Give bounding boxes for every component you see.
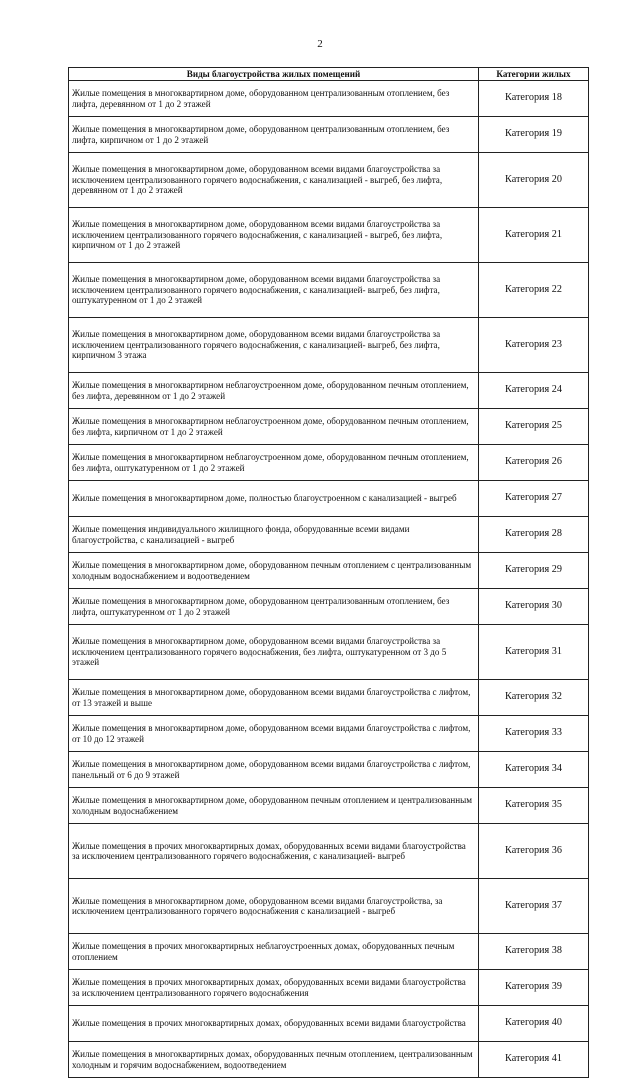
table-row	[69, 208, 589, 263]
table-row	[69, 81, 589, 117]
row-category: Категория 41	[479, 1042, 589, 1078]
table-row	[69, 409, 589, 445]
row-category: Категория 18	[479, 81, 589, 117]
row-category: Категория 25	[479, 409, 589, 445]
table-row	[69, 517, 589, 553]
row-description: Жилые помещения индивидуального жилищного фонда, оборудованные всеми видами благоустройства, с канализацией - выгреб	[69, 517, 479, 553]
row-description: Жилые помещения в многоквартирном неблагоустроенном доме, оборудованном печным отоплением, без лифта, кирпичном от 1 до 2 этажей	[69, 409, 479, 445]
table-row	[69, 625, 589, 680]
table-row	[69, 153, 589, 208]
table-row	[69, 680, 589, 716]
row-category: Категория 37	[479, 879, 589, 934]
row-description: Жилые помещения в многоквартирном неблагоустроенном доме, оборудованном печным отоплением, без лифта, деревянном от 1 до 2 этажей	[69, 373, 479, 409]
row-description: Жилые помещения в многоквартирном доме, оборудованном всеми видами благоустройства за исключением централизованного горячего водоснабжения, с канализацией- выгреб, без лифта, оштукатуренном от 1 до 2 этажей	[69, 263, 479, 318]
table-row	[69, 589, 589, 625]
row-category: Категория 35	[479, 788, 589, 824]
row-category: Категория 22	[479, 263, 589, 318]
row-category: Категория 39	[479, 970, 589, 1006]
row-description: Жилые помещения в многоквартирном доме, полностью благоустроенном с канализацией - выгреб	[69, 481, 479, 517]
row-description: Жилые помещения в многоквартирном доме, оборудованном всеми видами благоустройства с лифтом, от 10 до 12 этажей	[69, 716, 479, 752]
row-description: Жилые помещения в многоквартирном доме, оборудованном всеми видами благоустройства за исключением централизованного горячего водоснабжения, без лифта, оштукатуренном от 3 до 5 этажей	[69, 625, 479, 680]
table-row	[69, 824, 589, 879]
column-header-description: Виды благоустройства жилых помещений	[69, 68, 479, 81]
row-category: Категория 19	[479, 117, 589, 153]
row-description: Жилые помещения в многоквартирном доме, оборудованном всеми видами благоустройства за исключением централизованного горячего водоснабжения, с канализацией - выгреб, без лифта, деревянном от 1 до 2 этажей	[69, 153, 479, 208]
row-description: Жилые помещения в прочих многоквартирных домах, оборудованных всеми видами благоустройства за исключением централизованного горячего водоснабжения, с канализацией- выгреб	[69, 824, 479, 879]
table-row	[69, 752, 589, 788]
row-category: Категория 26	[479, 445, 589, 481]
row-category: Категория 40	[479, 1006, 589, 1042]
row-description: Жилые помещения в многоквартирном доме, оборудованном всеми видами благоустройства с лифтом, панельный от 6 до 9 этажей	[69, 752, 479, 788]
table-header-row	[69, 68, 589, 81]
row-category: Категория 28	[479, 517, 589, 553]
row-description: Жилые помещения в многоквартирном доме, оборудованном всеми видами благоустройства за исключением централизованного горячего водоснабжения, с канализацией - выгреб, без лифта, кирпичном от 1 до 2 этажей	[69, 208, 479, 263]
table-row	[69, 788, 589, 824]
row-description: Жилые помещения в многоквартирном доме, оборудованном печным отоплением с централизованным холодным водоснабжением и водоотведением	[69, 553, 479, 589]
row-category: Категория 21	[479, 208, 589, 263]
row-description: Жилые помещения в многоквартирном доме, оборудованном централизованным отоплением, без лифта, кирпичном от 1 до 2 этажей	[69, 117, 479, 153]
page-number: 2	[317, 38, 323, 50]
row-description: Жилые помещения в многоквартирном доме, оборудованном всеми видами благоустройства, за исключением централизованного горячего водоснабжения с канализацией - выгреб	[69, 879, 479, 934]
row-category: Категория 24	[479, 373, 589, 409]
row-description: Жилые помещения в многоквартирном доме, оборудованном всеми видами благоустройства за исключением централизованного горячего водоснабжения, с канализацией- выгреб, без лифта, кирпичном 3 этажа	[69, 318, 479, 373]
row-category: Категория 34	[479, 752, 589, 788]
row-category: Категория 33	[479, 716, 589, 752]
column-header-category: Категории жилых	[479, 68, 589, 81]
row-description: Жилые помещения в многоквартирных домах, оборудованных печным отоплением, централизованным холодным и горячим водоснабжением, водоотведением	[69, 1042, 479, 1078]
row-category: Категория 23	[479, 318, 589, 373]
row-description: Жилые помещения в многоквартирном неблагоустроенном доме, оборудованном печным отоплением, без лифта, оштукатуренном от 1 до 2 этажей	[69, 445, 479, 481]
table-row	[69, 481, 589, 517]
row-category: Категория 27	[479, 481, 589, 517]
table-row	[69, 716, 589, 752]
row-category: Категория 30	[479, 589, 589, 625]
table-row	[69, 318, 589, 373]
row-description: Жилые помещения в многоквартирном доме, оборудованном централизованным отоплением, без лифта, оштукатуренном от 1 до 2 этажей	[69, 589, 479, 625]
housing-categories-table	[68, 67, 589, 1078]
row-category: Категория 20	[479, 153, 589, 208]
table-row	[69, 117, 589, 153]
row-category: Категория 38	[479, 934, 589, 970]
row-description: Жилые помещения в прочих многоквартирных неблагоустроенных домах, оборудованных печным отоплением	[69, 934, 479, 970]
row-category: Категория 29	[479, 553, 589, 589]
table-row	[69, 934, 589, 970]
table-row	[69, 373, 589, 409]
table-row	[69, 553, 589, 589]
table-row	[69, 1042, 589, 1078]
table-row	[69, 879, 589, 934]
row-description: Жилые помещения в прочих многоквартирных домах, оборудованных всеми видами благоустройства	[69, 1006, 479, 1042]
row-category: Категория 36	[479, 824, 589, 879]
row-category: Категория 31	[479, 625, 589, 680]
row-description: Жилые помещения в прочих многоквартирных домах, оборудованных всеми видами благоустройства за исключением централизованного горячего водоснабжения	[69, 970, 479, 1006]
table-row	[69, 445, 589, 481]
row-description: Жилые помещения в многоквартирном доме, оборудованном печным отоплением и централизованным холодным водоснабжением	[69, 788, 479, 824]
table-row	[69, 263, 589, 318]
row-category: Категория 32	[479, 680, 589, 716]
row-description: Жилые помещения в многоквартирном доме, оборудованном всеми видами благоустройства с лифтом, от 13 этажей и выше	[69, 680, 479, 716]
row-description: Жилые помещения в многоквартирном доме, оборудованном централизованным отоплением, без лифта, деревянном от 1 до 2 этажей	[69, 81, 479, 117]
table-row	[69, 970, 589, 1006]
table-row	[69, 1006, 589, 1042]
